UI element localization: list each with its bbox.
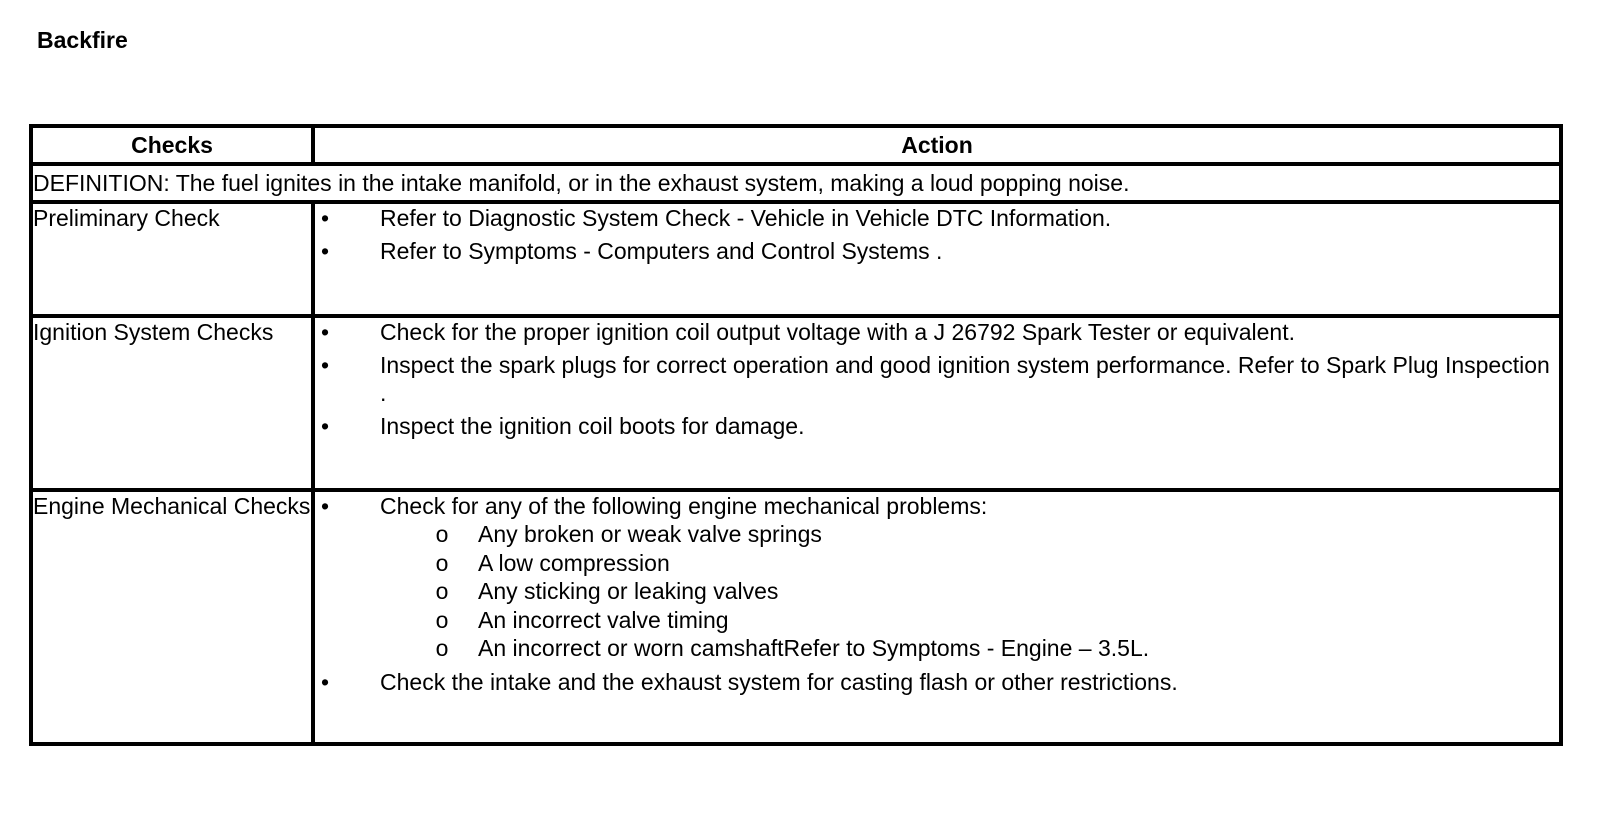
sub-action-item <box>380 577 1559 606</box>
sub-action-text: A low compression <box>478 549 670 576</box>
bullet-icon: • <box>320 205 330 231</box>
table-row-engine-mechanical-checks <box>31 490 1561 744</box>
action-item <box>315 351 1559 407</box>
table-row-ignition-system-checks <box>31 316 1561 490</box>
check-name: Engine Mechanical Checks <box>31 490 313 744</box>
action-list <box>315 318 1559 440</box>
action-text: Check the intake and the exhaust system for casting flash or other restrictions. <box>380 668 1178 695</box>
action-text: Check for any of the following engine mechanical problems: <box>380 493 988 519</box>
circle-bullet-icon: o <box>435 521 449 547</box>
check-name: Ignition System Checks <box>31 316 313 490</box>
header-checks: Checks <box>31 126 313 164</box>
sub-action-item <box>380 634 1559 663</box>
action-cell <box>313 202 1561 316</box>
sub-action-text: Any sticking or leaking valves <box>478 578 779 604</box>
sub-action-text: An incorrect or worn camshaftRefer to Symptoms - Engine – 3.5L. <box>478 635 1150 661</box>
sub-action-text: Any broken or weak valve springs <box>478 521 822 547</box>
action-text: Refer to Symptoms - Computers and Control Systems . <box>380 238 943 264</box>
check-name: Preliminary Check <box>31 202 313 316</box>
table-header-row <box>31 126 1561 164</box>
action-item <box>315 204 1559 232</box>
action-text: Check for the proper ignition coil output voltage with a J 26792 Spark Tester or equivalent. <box>380 319 1296 345</box>
circle-bullet-icon: o <box>435 549 449 576</box>
table-row-preliminary-check <box>31 202 1561 316</box>
bullet-icon: • <box>320 352 330 378</box>
bullet-icon: • <box>320 413 330 439</box>
action-text: Refer to Diagnostic System Check - Vehicle in Vehicle DTC Information. <box>380 205 1112 231</box>
action-item <box>315 412 1559 440</box>
definition-row <box>31 164 1561 202</box>
bullet-icon: • <box>320 493 330 519</box>
action-text: Inspect the ignition coil boots for damage. <box>380 413 805 439</box>
header-action: Action <box>313 126 1561 164</box>
action-item <box>315 492 1559 663</box>
action-item <box>315 237 1559 265</box>
bullet-icon: • <box>320 238 330 264</box>
bullet-icon: • <box>320 668 330 695</box>
document-title: Backfire <box>37 27 128 53</box>
circle-bullet-icon: o <box>435 606 449 633</box>
action-list <box>315 492 1559 696</box>
action-item <box>315 318 1559 346</box>
action-text: Inspect the spark plugs for correct operation and good ignition system performance. Refer to Spark Plug Inspection . <box>380 352 1550 406</box>
action-cell <box>313 316 1561 490</box>
diagnostic-checks-table <box>29 124 1563 746</box>
action-list <box>315 204 1559 265</box>
sub-action-item <box>380 606 1559 635</box>
action-cell <box>313 490 1561 744</box>
bullet-icon: • <box>320 319 330 345</box>
circle-bullet-icon: o <box>435 578 449 604</box>
sub-action-text: An incorrect valve timing <box>478 606 729 633</box>
circle-bullet-icon: o <box>435 635 449 661</box>
sub-action-list <box>380 520 1559 663</box>
definition-text: DEFINITION: The fuel ignites in the intake manifold, or in the exhaust system, making a loud popping noise. <box>31 164 1561 202</box>
action-item <box>315 668 1559 696</box>
sub-action-item <box>380 520 1559 549</box>
sub-action-item <box>380 549 1559 578</box>
